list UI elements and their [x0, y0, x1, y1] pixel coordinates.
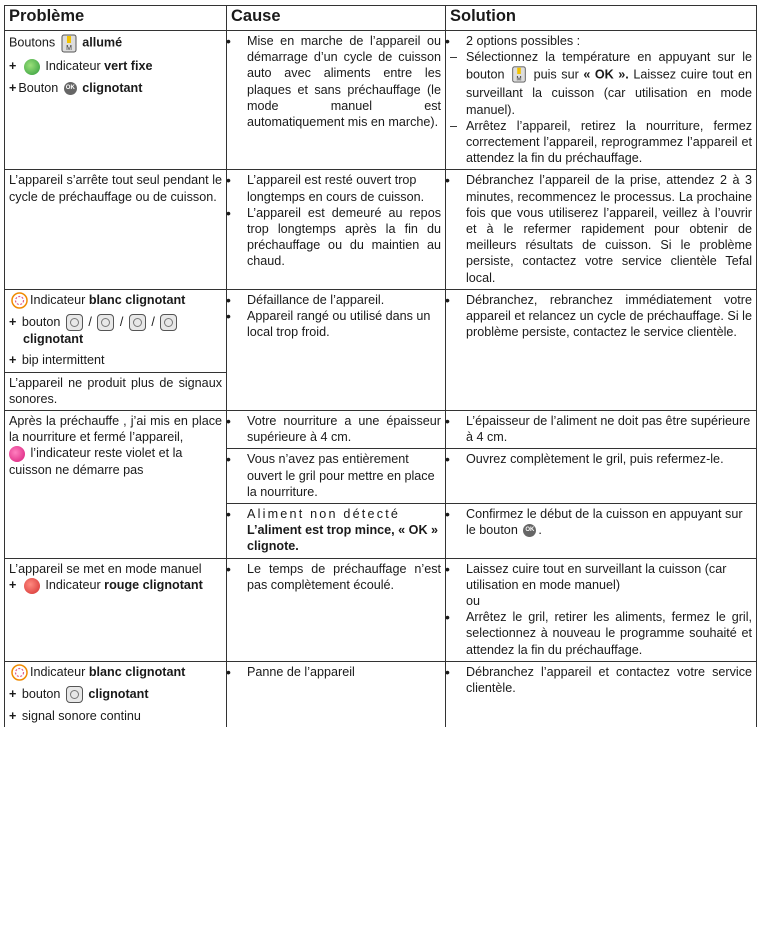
- ok-button-icon: OK: [64, 82, 77, 95]
- problem-cell: Indicateur blanc clignotant + bouton / / / clignotant + bip intermittent L’appareil ne produit plus de signaux sonores.: [5, 289, 227, 410]
- program-button-icon: [66, 314, 83, 331]
- solution-cell: • Ouvrez complètement le gril, puis refermez-le.: [446, 449, 757, 504]
- table-row: [5, 170, 757, 289]
- cause-cell: • Mise en marche de l’appareil ou démarrage d’un cycle de cuisson auto avec aliments entre les plaques et sans préchauffage (le mode manuel est automatiquement mis en marche).: [227, 31, 446, 170]
- header-problem: Problème: [5, 6, 227, 31]
- problem-cell: L’appareil se met en mode manuel + Indicateur rouge clignotant: [5, 558, 227, 661]
- cause-cell: • Défaillance de l’appareil. • Appareil rangé ou utilisé dans un local trop froid.: [227, 289, 446, 410]
- table-header-row: [5, 6, 757, 31]
- cause-cell: • Panne de l’appareil: [227, 661, 446, 727]
- white-indicator-icon: [11, 292, 28, 309]
- header-solution: Solution: [446, 6, 757, 31]
- table-row: [5, 661, 757, 727]
- cause-cell: • Le temps de préchauffage n’est pas complètement écoulé.: [227, 558, 446, 661]
- program-button-icon: [97, 314, 114, 331]
- svg-text:M: M: [516, 75, 522, 83]
- cause-cell: • L’appareil est resté ouvert trop longtemps en cours de cuisson. • L’appareil est demeuré au repos trop longtemps après la fin du préchauffage ou du maintien au chaud.: [227, 170, 446, 289]
- cause-cell: • Votre nourriture a une épaisseur supérieure à 4 cm.: [227, 411, 446, 449]
- problem-cell: Boutons M allumé + Indicateur vert fixe + Bouton OK clignotant: [5, 31, 227, 170]
- table-row: [5, 289, 757, 410]
- problem-cell: Indicateur blanc clignotant + bouton clignotant + signal sonore continu: [5, 661, 227, 727]
- solution-cell: • Débranchez l’appareil de la prise, attendez 2 à 3 minutes, recommencez le processus. La prochaine fois que vous utiliserez l’appareil, veillez à l’ouvrir et à le refermer rapidement pour obtenir de meilleurs résultats de cuisson. Si le problème persiste, contactez votre service clientèle Tefal local.: [446, 170, 757, 289]
- red-indicator-icon: [24, 578, 40, 594]
- manual-mode-icon: [61, 33, 77, 53]
- solution-cell: • 2 options possibles : – Sélectionnez la température en appuyant sur le bouton M puis sur « OK ». Laissez cuire tout en surveillant la cuisson (car utilisation en mode manuel). – Arrêtez l’appareil, retirez la nourriture, fermez correctement l’appareil, reprogrammez l’appareil et attendez la fin du préchauffage.: [446, 31, 757, 170]
- table-row: [5, 411, 757, 449]
- header-cause: Cause: [227, 6, 446, 31]
- cause-cell: • Vous n’avez pas entièrement ouvert le gril pour mettre en place la nourriture.: [227, 449, 446, 504]
- cause-cell: • Aliment non détecté L’aliment est trop mince, « OK » clignote.: [227, 504, 446, 559]
- problem-cell: L’appareil s’arrête tout seul pendant le cycle de préchauffage ou de cuisson.: [5, 170, 227, 289]
- violet-indicator-icon: [9, 446, 25, 462]
- solution-cell: • Laissez cuire tout en surveillant la cuisson (car utilisation en mode manuel) ou • Arrêtez le gril, retirer les aliments, fermez le gril, selectionnez à nouveau le programme souhaité et attendez la fin du préchauffage.: [446, 558, 757, 661]
- green-indicator-icon: [24, 59, 40, 75]
- svg-text:M: M: [65, 45, 72, 52]
- program-button-icon: [160, 314, 177, 331]
- table-row: [5, 31, 757, 170]
- program-button-icon: [66, 686, 83, 703]
- solution-cell: • Débranchez, rebranchez immédiatement votre appareil et relancez un cycle de préchauffage. Si le problème persiste, contactez le service clientèle.: [446, 289, 757, 410]
- ok-button-icon: OK: [523, 524, 536, 537]
- table-row: [5, 558, 757, 661]
- solution-cell: • Débranchez l’appareil et contactez votre service clientèle.: [446, 661, 757, 727]
- solution-cell: • Confirmez le début de la cuisson en appuyant sur le bouton OK .: [446, 504, 757, 559]
- troubleshooting-table: [4, 5, 757, 727]
- manual-mode-icon: [511, 65, 527, 85]
- white-indicator-icon: [11, 664, 28, 681]
- problem-cell: Après la préchauffe , j’ai mis en place la nourriture et fermé l’appareil, l’indicateur reste violet et la cuisson ne démarre pas: [5, 411, 227, 559]
- solution-cell: • L’épaisseur de l’aliment ne doit pas être supérieure à 4 cm.: [446, 411, 757, 449]
- program-button-icon: [129, 314, 146, 331]
